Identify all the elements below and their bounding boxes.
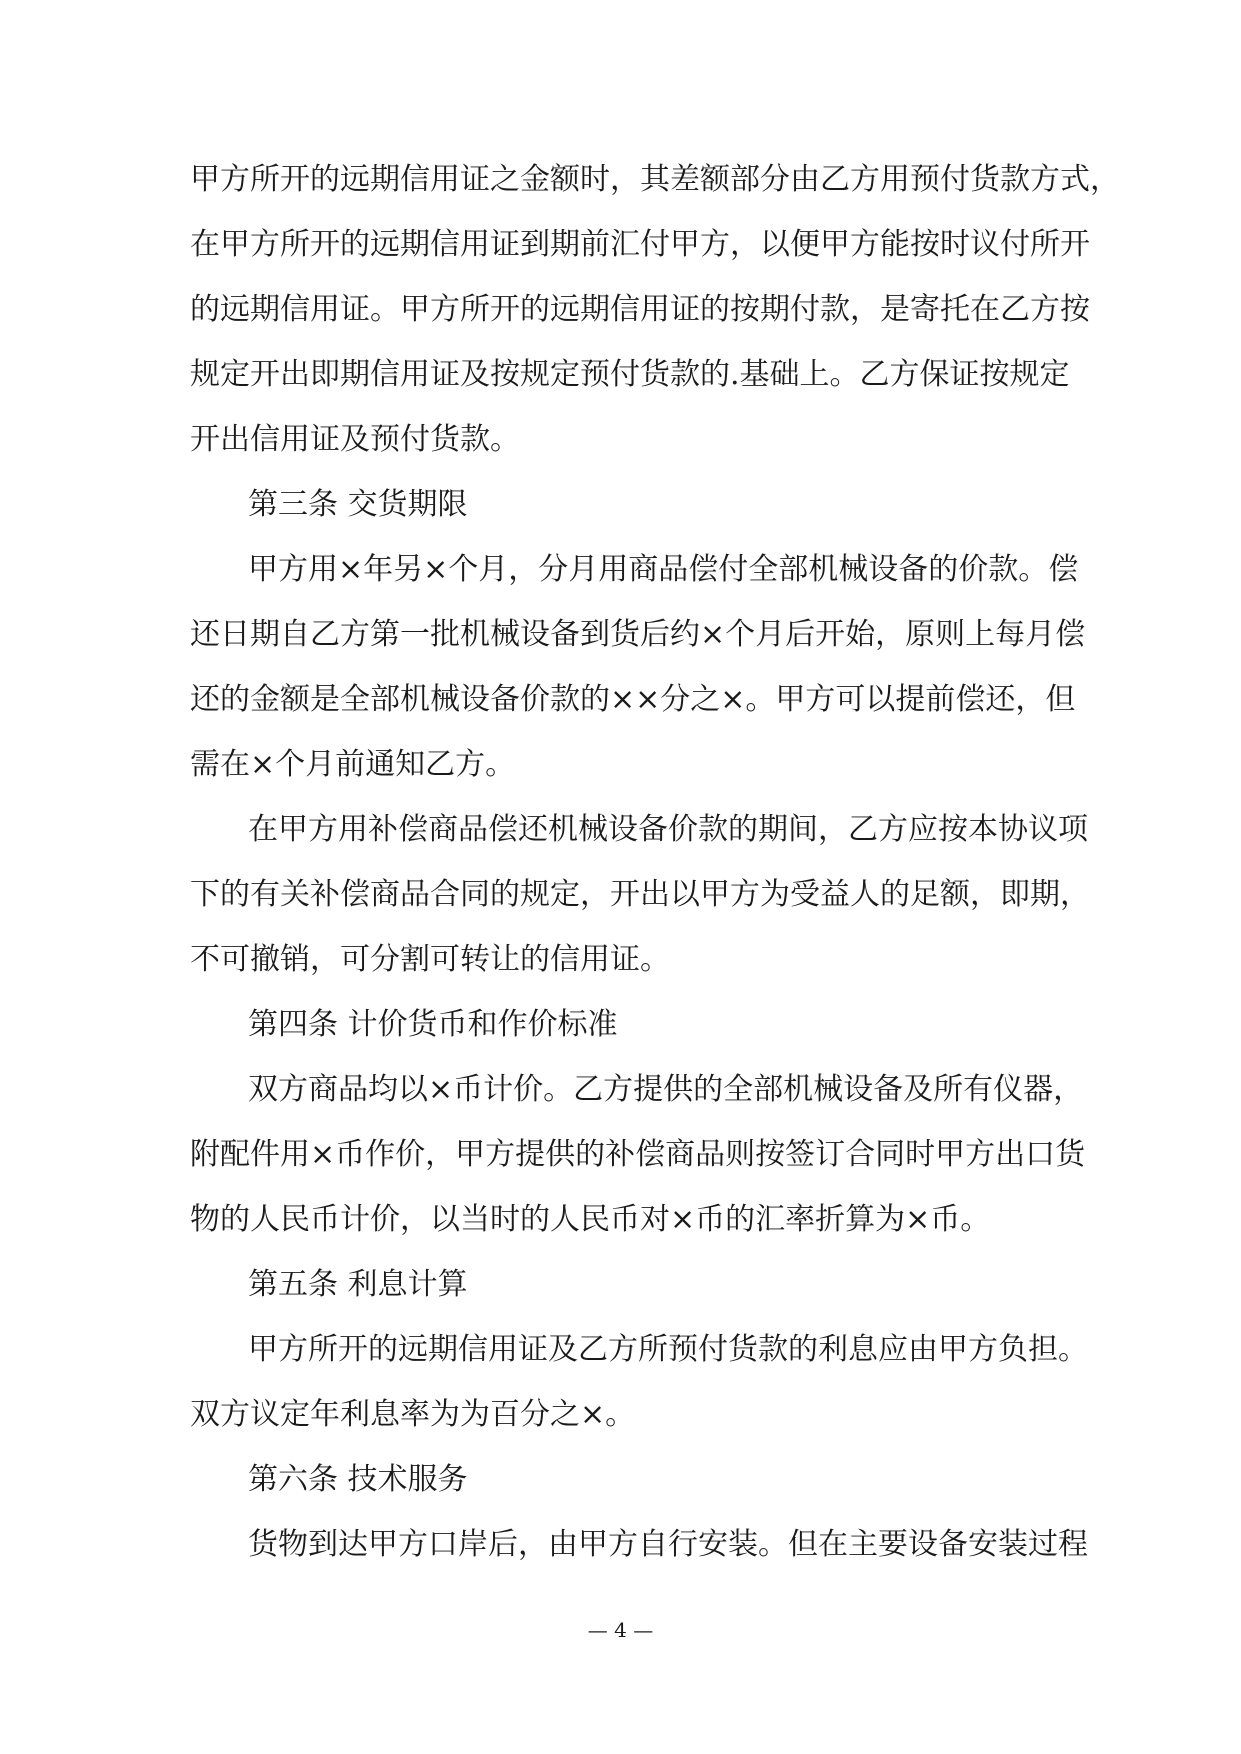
text-line: 附配件用×币作价，甲方提供的补偿商品则按签订合同时甲方出口货 [190,1137,1086,1172]
text-line: 甲方所开的远期信用证及乙方所预付货款的利息应由甲方负担。 [248,1332,1088,1367]
section-heading-5: 第五条 利息计算 [248,1267,468,1302]
text-line: 甲方所开的远期信用证之金额时，其差额部分由乙方用预付货款方式， [190,162,1120,197]
page-number: — 4 — [587,1618,654,1642]
text-line: 需在×个月前通知乙方。 [190,747,516,782]
text-line: 还的金额是全部机械设备价款的××分之×。甲方可以提前偿还，但 [190,682,1076,717]
document-body [190,160,1120,1590]
text-line: 还日期自乙方第一批机械设备到货后约×个月后开始，原则上每月偿 [190,617,1086,652]
text-line: 双方商品均以×币计价。乙方提供的全部机械设备及所有仪器， [248,1072,1084,1107]
text-line: 开出信用证及预付货款。 [190,422,520,457]
section-heading-3: 第三条 交货期限 [248,487,468,522]
text-line: 的远期信用证。甲方所开的远期信用证的按期付款，是寄托在乙方按 [190,292,1090,327]
text-line: 在甲方用补偿商品偿还机械设备价款的期间，乙方应按本协议项 [248,812,1088,847]
section-heading-6: 第六条 技术服务 [248,1462,468,1497]
section-heading-4: 第四条 计价货币和作价标准 [248,1007,618,1042]
text-line: 货物到达甲方口岸后，由甲方自行安装。但在主要设备安装过程 [248,1527,1088,1562]
text-line: 规定开出即期信用证及按规定预付货款的.基础上。乙方保证按规定 [190,357,1070,392]
text-line: 下的有关补偿商品合同的规定，开出以甲方为受益人的足额，即期， [190,877,1090,912]
text-line: 甲方用×年另×个月，分月用商品偿付全部机械设备的价款。偿 [248,552,1079,587]
text-line: 双方议定年利息率为为百分之×。 [190,1397,636,1432]
text-line: 不可撤销，可分割可转让的信用证。 [190,942,670,977]
text-line: 在甲方所开的远期信用证到期前汇付甲方，以便甲方能按时议付所开 [190,227,1090,262]
text-line: 物的人民币计价，以当时的人民币对×币的汇率折算为×币。 [190,1202,991,1237]
